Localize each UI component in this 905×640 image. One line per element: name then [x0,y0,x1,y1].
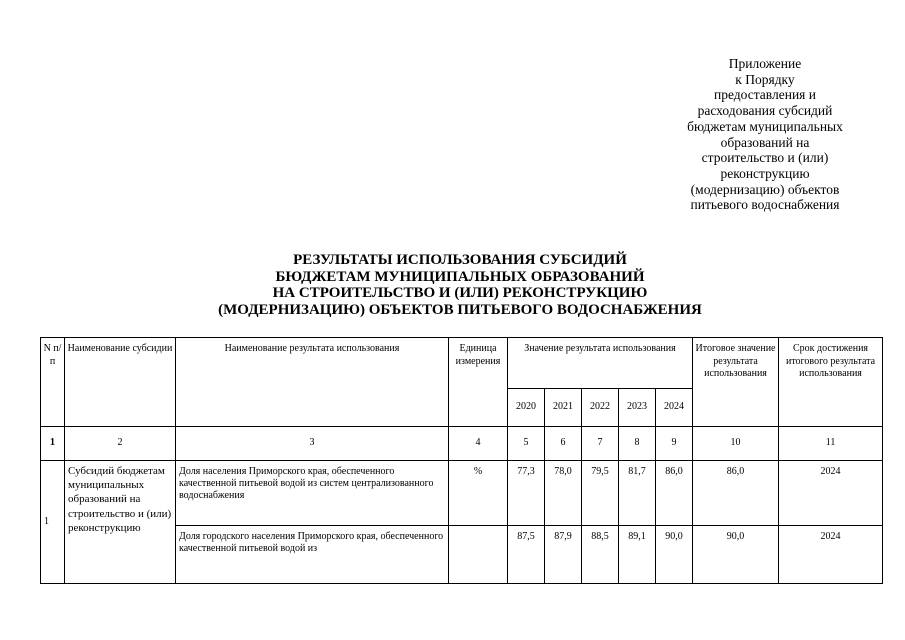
value-cell: 81,7 [619,461,656,526]
col-number: 5 [508,427,545,461]
header-year: 2020 [508,389,545,427]
header-deadline: Срок достижения итогового результата использования [779,338,883,427]
appendix-line: реконструкцию [720,165,810,181]
table-row [41,461,883,526]
header-unit: Единица измерения [449,338,508,427]
header-row [41,338,883,389]
deadline-cell: 2024 [779,461,883,526]
header-year: 2023 [619,389,656,427]
final-value-cell: 86,0 [693,461,779,526]
title-line: (МОДЕРНИЗАЦИЮ) ОБЪЕКТОВ ПИТЬЕВОГО ВОДОСНАБЖЕНИЯ [218,301,702,318]
column-numbers-row [41,427,883,461]
col-number: 7 [582,427,619,461]
col-number: 6 [545,427,582,461]
value-cell: 79,5 [582,461,619,526]
col-number: 11 [779,427,883,461]
row-number: 1 [41,461,65,584]
col-number: 9 [656,427,693,461]
header-year: 2022 [582,389,619,427]
header-value-group: Значение результата использования [508,338,693,389]
appendix-line: (модернизацию) объектов [690,181,840,197]
result-name: Доля городского населения Приморского края, обеспеченного качественной питьевой водой из [176,526,449,584]
col-number: 2 [65,427,176,461]
appendix-line: строительство и (или) [701,150,829,166]
value-cell: 77,3 [508,461,545,526]
value-cell: 87,5 [508,526,545,584]
col-number: 4 [449,427,508,461]
header-result: Наименование результата использования [176,338,449,427]
final-value-cell: 90,0 [693,526,779,584]
appendix-line: образований на [720,134,810,150]
appendix-line: Приложение [728,56,802,71]
title-line: НА СТРОИТЕЛЬСТВО И (ИЛИ) РЕКОНСТРУКЦИЮ [272,285,648,301]
header-num: N п/п [41,338,65,427]
value-cell: 78,0 [545,461,582,526]
value-cell: 90,0 [656,526,693,584]
appendix-note [660,56,870,213]
col-number: 3 [176,427,449,461]
appendix-line: питьевого водоснабжения [690,197,840,213]
col-number: 10 [693,427,779,461]
result-name: Доля населения Приморского края, обеспеченного качественной питьевой водой из систем централизованного водоснабжения [176,461,449,526]
results-table [40,337,883,584]
header-year: 2021 [545,389,582,427]
header-final: Итоговое значение результата использования [693,338,779,427]
appendix-line: к Порядку [735,71,795,87]
unit-cell: % [449,461,508,526]
value-cell: 89,1 [619,526,656,584]
value-cell: 86,0 [656,461,693,526]
document-title [160,252,760,318]
appendix-line: бюджетам муниципальных [687,118,843,134]
title-line: РЕЗУЛЬТАТЫ ИСПОЛЬЗОВАНИЯ СУБСИДИЙ [293,252,627,268]
value-cell: 88,5 [582,526,619,584]
appendix-line: предоставления и [714,87,816,103]
value-cell: 87,9 [545,526,582,584]
unit-cell [449,526,508,584]
col-number: 1 [41,427,65,461]
title-line: БЮДЖЕТАМ МУНИЦИПАЛЬНЫХ ОБРАЗОВАНИЙ [275,268,645,285]
col-number: 8 [619,427,656,461]
subsidy-name: Субсидий бюджетам муниципальных образований на строительство и (или) реконструкцию [65,461,176,584]
header-subsidy: Наименование субсидии [65,338,176,427]
header-year: 2024 [656,389,693,427]
deadline-cell: 2024 [779,526,883,584]
appendix-line: расходования субсидий [697,103,833,119]
